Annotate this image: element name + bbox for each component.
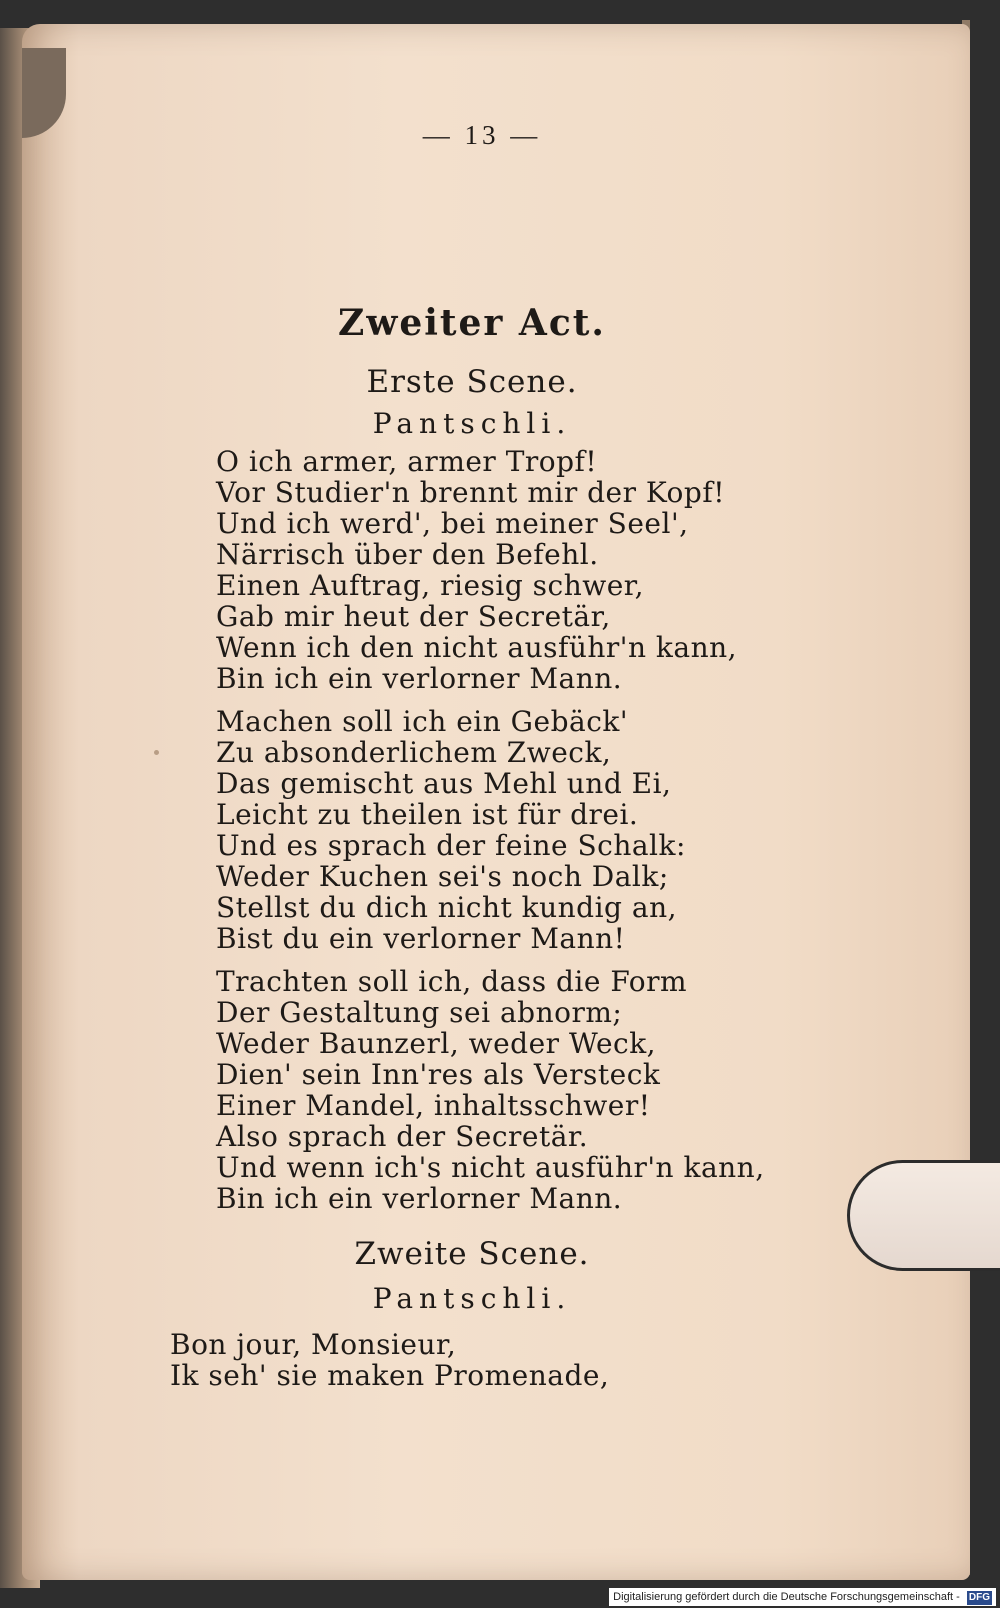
verse-line: Bin ich ein verlorner Mann.	[216, 1182, 623, 1215]
scene-1-speaker: Pantschli.	[372, 407, 572, 440]
verse-line: Das gemischt aus Mehl und Ei,	[216, 767, 672, 800]
scene-2-title: Zweite Scene.	[354, 1236, 590, 1272]
dfg-logo: DFG	[968, 1592, 990, 1603]
scene-2-dialogue	[170, 1329, 609, 1391]
page-number: — 13 —	[422, 120, 542, 150]
verse-line: Trachten soll ich, dass die Form	[216, 965, 688, 998]
verse-line: Dien' sein Inn'res als Versteck	[216, 1058, 661, 1091]
verse-line: Bin ich ein verlorner Mann.	[216, 662, 623, 695]
verse-line: O ich armer, armer Tropf!	[216, 445, 598, 478]
verse-line: Weder Kuchen sei's noch Dalk;	[216, 860, 669, 893]
verse-line: Stellst du dich nicht kundig an,	[216, 891, 678, 924]
scene-1-title: Erste Scene.	[366, 364, 578, 400]
verse-line: Wenn ich den nicht ausführ'n kann,	[216, 631, 738, 664]
verse-line: Leicht zu theilen ist für drei.	[216, 798, 639, 831]
verse-line: Närrisch über den Befehl.	[216, 538, 599, 571]
verse-line: Bon jour, Monsieur,	[170, 1328, 457, 1361]
footer-text: Digitalisierung gefördert durch die Deutsche Forschungsgemeinschaft -	[613, 1591, 960, 1603]
stanza-3	[216, 966, 765, 1214]
verse-line: Gab mir heut der Secretär,	[216, 600, 611, 633]
verse-line: Und es sprach der feine Schalk:	[216, 829, 686, 862]
verse-line: Weder Baunzerl, weder Weck,	[216, 1027, 657, 1060]
stanza-1	[216, 446, 737, 694]
digitization-footer	[609, 1588, 996, 1606]
scene-2-speaker: Pantschli.	[372, 1282, 572, 1315]
verse-line: Machen soll ich ein Gebäck'	[216, 705, 629, 738]
verse-line: Vor Studier'n brennt mir der Kopf!	[216, 476, 725, 509]
paper-speck	[154, 750, 159, 755]
verse-line: Und wenn ich's nicht ausführ'n kann,	[216, 1151, 765, 1184]
verse-line: Einer Mandel, inhaltsschwer!	[216, 1089, 651, 1122]
verse-line: Ik seh' sie maken Promenade,	[170, 1359, 610, 1392]
verse-line: Einen Auftrag, riesig schwer,	[216, 569, 644, 602]
verse-line: Bist du ein verlorner Mann!	[216, 922, 626, 955]
book-page	[22, 24, 970, 1580]
page-clip-tab	[847, 1160, 1000, 1271]
verse-line: Zu absonderlichem Zweck,	[216, 736, 612, 769]
verse-line: Also sprach der Secretär.	[216, 1120, 589, 1153]
act-title: Zweiter Act.	[338, 302, 606, 344]
verse-line: Und ich werd', bei meiner Seel',	[216, 507, 689, 540]
stanza-2	[216, 706, 686, 954]
verse-line: Der Gestaltung sei abnorm;	[216, 996, 623, 1029]
